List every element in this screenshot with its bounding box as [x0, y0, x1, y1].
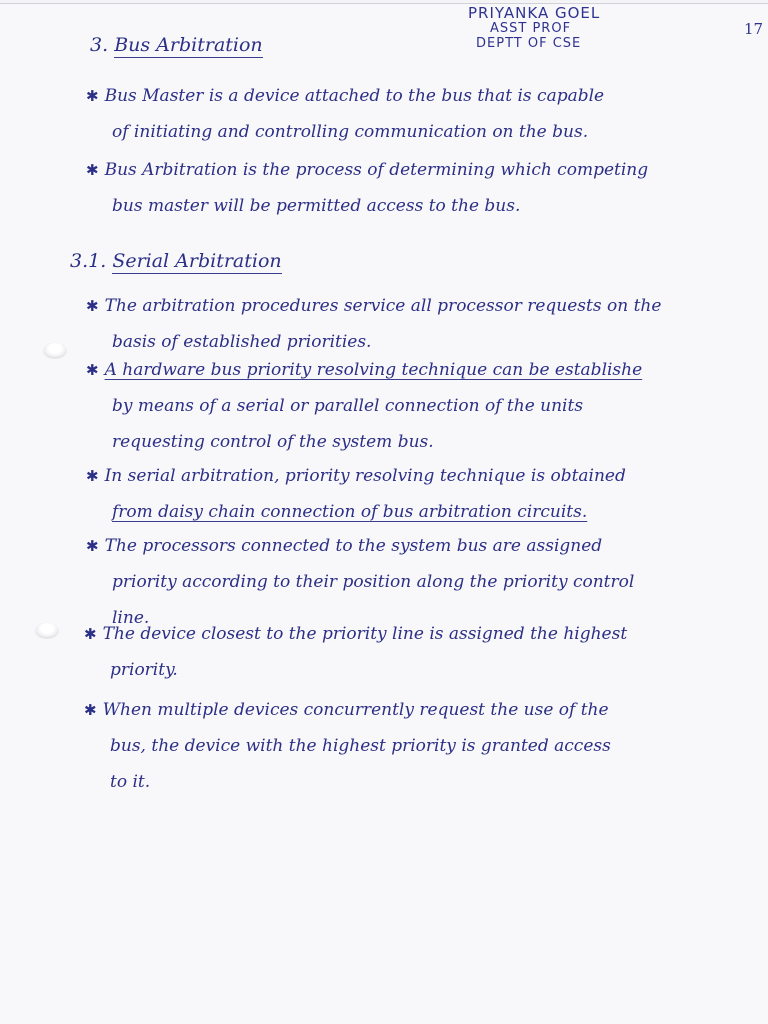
section-title: Serial Arbitration — [112, 250, 282, 272]
page-top-edge — [0, 3, 768, 4]
bullet-item — [86, 288, 661, 360]
section-heading-serial-arbitration — [70, 250, 282, 274]
bullet-line: to it. — [110, 772, 151, 792]
bullet-line: ✱ The arbitration procedures service all processor requests on the — [86, 296, 662, 316]
bullet-line: ✱ In serial arbitration, priority resolving technique is obtained — [86, 466, 626, 486]
section-number: 3.1. — [70, 250, 107, 272]
star-bullet-icon: ✱ — [86, 297, 99, 315]
star-bullet-icon: ✱ — [84, 701, 97, 719]
bullet-item — [86, 352, 642, 460]
star-bullet-icon: ✱ — [86, 467, 99, 485]
punch-hole-icon — [36, 623, 58, 637]
bullet-line: priority. — [110, 660, 178, 680]
bullet-line: ✱ The processors connected to the system bus are assigned — [86, 536, 603, 556]
bullet-item — [86, 458, 626, 530]
section-heading-bus-arbitration — [90, 34, 263, 58]
bullet-line: bus, the device with the highest priority is granted access — [110, 736, 611, 756]
bullet-item — [86, 78, 604, 150]
bullet-line: requesting control of the system bus. — [112, 432, 434, 452]
bullet-item — [86, 152, 648, 224]
punch-hole-icon — [44, 343, 66, 357]
bullet-line: priority according to their position along the priority control — [112, 572, 635, 592]
star-bullet-icon: ✱ — [86, 161, 99, 179]
bullet-line: ✱ When multiple devices concurrently request the use of the — [84, 700, 609, 720]
bullet-line: ✱ Bus Arbitration is the process of determining which competing — [86, 160, 649, 180]
star-bullet-icon: ✱ — [86, 537, 99, 555]
bullet-line: bus master will be permitted access to the bus. — [112, 196, 521, 216]
bullet-line: ✱ A hardware bus priority resolving technique can be establishe — [86, 360, 643, 380]
section-title: Bus Arbitration — [114, 34, 263, 56]
section-number: 3. — [90, 34, 109, 56]
author-block — [468, 6, 600, 52]
star-bullet-icon: ✱ — [86, 87, 99, 105]
bullet-line: by means of a serial or parallel connection of the units — [112, 396, 584, 416]
bullet-line: ✱ The device closest to the priority line is assigned the highest — [84, 624, 628, 644]
star-bullet-icon: ✱ — [86, 361, 99, 379]
page-number: 17 — [744, 20, 764, 38]
bullet-line: basis of established priorities. — [112, 332, 372, 352]
author-role: ASST PROF — [490, 21, 572, 36]
bullet-item — [84, 616, 627, 688]
author-department: DEPTT OF CSE — [476, 36, 582, 51]
bullet-line: ✱ Bus Master is a device attached to the bus that is capable — [86, 86, 605, 106]
star-bullet-icon: ✱ — [84, 625, 97, 643]
bullet-line: from daisy chain connection of bus arbitration circuits. — [112, 502, 588, 522]
bullet-item — [84, 692, 611, 800]
bullet-line: of initiating and controlling communication on the bus. — [112, 122, 589, 142]
bullet-line: line. — [112, 608, 150, 628]
author-name: PRIYANKA GOEL — [468, 4, 601, 22]
